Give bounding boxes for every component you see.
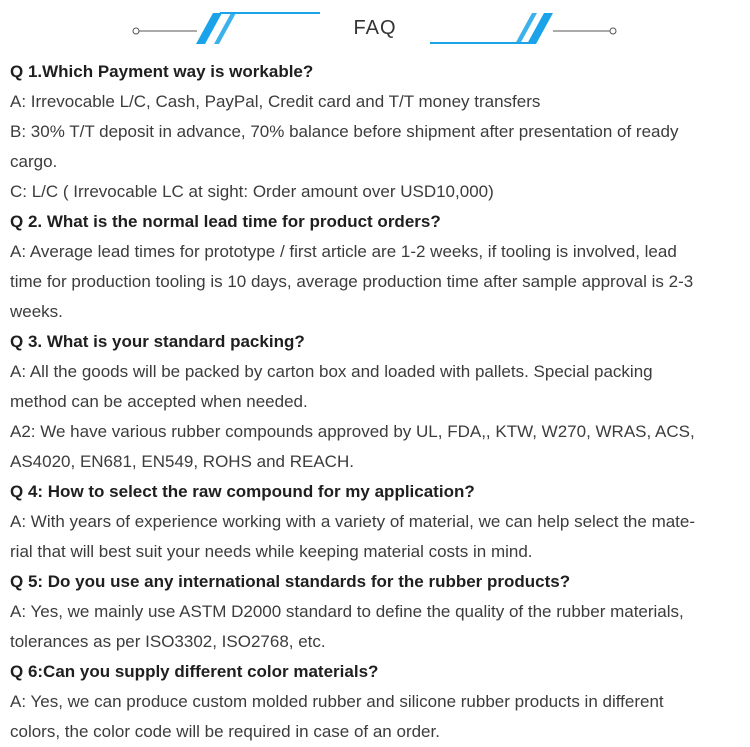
- faq-answer-line: A: Yes, we can produce custom molded rubber and silicone rubber products in different: [10, 692, 664, 711]
- faq-answer-line: A: With years of experience working with a variety of material, we can help select the mate-: [10, 512, 696, 531]
- faq-item: [10, 57, 744, 207]
- faq-answer-line: B: 30% T/T deposit in advance, 70% balance before shipment after presentation of ready: [10, 122, 679, 141]
- faq-answer-line: rial that will best suit your needs while keeping material costs in mind.: [10, 542, 533, 561]
- faq-question: Q 2. What is the normal lead time for product orders?: [10, 212, 441, 231]
- page-title: FAQ: [353, 17, 397, 39]
- faq-item: [10, 207, 744, 327]
- faq-question: Q 6:Can you supply different color materials?: [10, 662, 379, 681]
- faq-answer-line: cargo.: [10, 152, 58, 171]
- faq-answer-line: A: All the goods will be packed by carton box and loaded with pallets. Special packing: [10, 362, 653, 381]
- faq-question: Q 3. What is your standard packing?: [10, 332, 305, 351]
- faq-item: [10, 567, 744, 657]
- faq-item: [10, 477, 744, 567]
- faq-answer-line: A: Average lead times for prototype / first article are 1-2 weeks, if tooling is involved, lead: [10, 242, 677, 261]
- faq-question: Q 4: How to select the raw compound for my application?: [10, 482, 475, 501]
- faq-answer-line: A: Irrevocable L/C, Cash, PayPal, Credit card and T/T money transfers: [10, 92, 541, 111]
- faq-answer-line: time for production tooling is 10 days, average production time after sample approval is 2-3: [10, 272, 694, 291]
- faq-question: Q 5: Do you use any international standards for the rubber products?: [10, 572, 571, 591]
- faq-answer-line: A2: We have various rubber compounds approved by UL, FDA,, KTW, W270, WRAS, ACS,: [10, 422, 695, 441]
- faq-answer-line: AS4020, EN681, EN549, ROHS and REACH.: [10, 452, 354, 471]
- faq-answer-line: colors, the color code will be required in case of an order.: [10, 722, 440, 741]
- faq-question: Q 1.Which Payment way is workable?: [10, 62, 314, 81]
- faq-answer-line: weeks.: [10, 302, 63, 321]
- faq-answer-line: A: Yes, we mainly use ASTM D2000 standard to define the quality of the rubber materials,: [10, 602, 684, 621]
- faq-answer-line: C: L/C ( Irrevocable LC at sight: Order amount over USD10,000): [10, 182, 494, 201]
- faq-answer-line: method can be accepted when needed.: [10, 392, 308, 411]
- faq-answer-line: tolerances as per ISO3302, ISO2768, etc.: [10, 632, 326, 651]
- faq-header: [0, 0, 750, 58]
- faq-item: [10, 657, 744, 747]
- faq-item: [10, 327, 744, 477]
- faq-list: [10, 57, 744, 747]
